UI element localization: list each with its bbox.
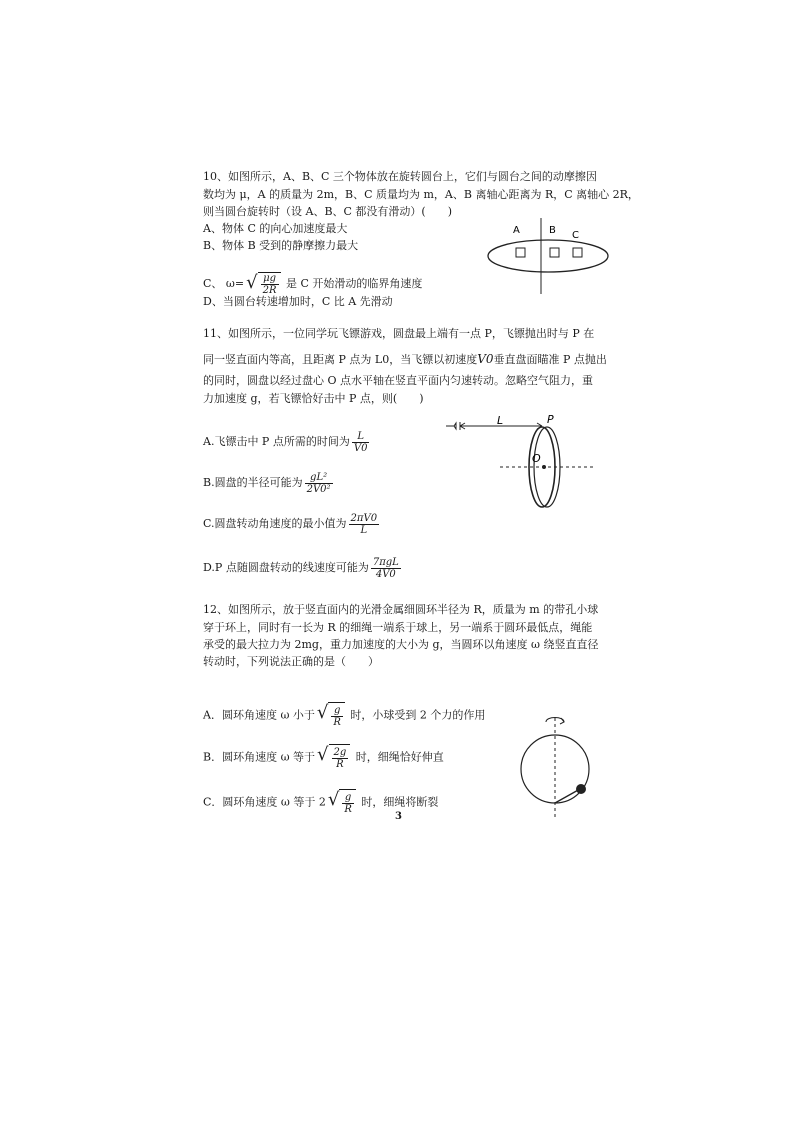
dart-disk-figure [444, 412, 596, 512]
label-c: C [572, 230, 579, 241]
q10-c-denominator: 2R [262, 285, 277, 296]
q11-d-numerator: 7πgL [372, 556, 399, 568]
q11-c-denominator: L [360, 524, 368, 536]
q11-line-3: 的同时，圆盘以经过盘心 O 点水平轴在竖直平面内匀速转动。忽略空气阻力，重 [203, 374, 594, 387]
q11-line-1: 11、如图所示，一位同学玩飞镖游戏，圆盘最上端有一点 P，飞镖抛出时与 P 在 [203, 327, 595, 340]
q12-line-2: 穿于环上，同时有一长为 R 的细绳一端系于球上，另一端系于圆环最低点，绳能 [203, 621, 593, 634]
label-l: L [497, 414, 504, 427]
q11-option-a [203, 429, 371, 455]
q12-option-a: A．圆环角速度 ω 小于 √ $\frac{g}{R}$ 时，小球受到 2 个力的作用 [203, 702, 486, 728]
q11-option-c [203, 511, 381, 537]
q11-v0: V0 [477, 352, 494, 366]
q11-a-numerator: L [352, 431, 370, 443]
q11-line-2 [203, 352, 607, 367]
label-o: O [532, 452, 541, 465]
q11-b-numerator: gL² [305, 472, 333, 484]
q11-option-a-prefix: A.飞镖击中 P 点所需的时间为 [203, 435, 350, 448]
q12-b-numerator: 2g [333, 746, 347, 758]
q10-option-c-prefix: C、 ω= [203, 277, 245, 290]
q11-line-2b: 垂直盘面瞄准 P 点抛出 [493, 353, 607, 366]
q12-option-c: C．圆环角速度 ω 等于 2 √ $\frac{g}{R}$ 时，细绳将断裂 [203, 789, 439, 815]
q11-a-denominator: V0 [353, 442, 368, 454]
q12-a-numerator: g [331, 705, 343, 717]
q11-b-denominator: 2V0² [306, 483, 331, 495]
q12-option-b-suffix: 时，细绳恰好伸直 [355, 750, 444, 764]
q11-option-c-prefix: C.圆盘转动角速度的最小值为 [203, 517, 347, 530]
q12-option-c-suffix: 时，细绳将断裂 [361, 795, 439, 809]
q11-option-d-prefix: D.P 点随圆盘转动的线速度可能为 [203, 561, 369, 574]
ring-ball-figure [516, 712, 596, 822]
q10-option-c-suffix: 是 C 开始滑动的临界角速度 [286, 277, 423, 290]
q10-option-b: B、物体 B 受到的静摩擦力最大 [203, 239, 359, 252]
q12-b-denominator: R [336, 758, 344, 770]
q10-option-d: D、当圆台转速增加时，C 比 A 先滑动 [203, 295, 393, 308]
q12-c-denominator: R [344, 803, 352, 815]
q12-line-1: 12、如图所示，放于竖直面内的光滑金属细圆环半径为 R，质量为 m 的带孔小球 [203, 603, 599, 616]
q12-line-4: 转动时，下列说法正确的是（ ） [203, 655, 379, 668]
label-b: B [549, 225, 556, 236]
q11-option-b [203, 470, 335, 496]
q12-line-3: 承受的最大拉力为 2mg，重力加速度的大小为 g，当圆环以角速度 ω 绕竖直直径 [203, 638, 599, 651]
q11-option-b-prefix: B.圆盘的半径可能为 [203, 476, 303, 489]
q10-line-2: 数均为 μ，A 的质量为 2m，B、C 质量均为 m，A、B 离轴心距离为 R，C 离轴心 2R， [203, 188, 639, 201]
q10-line-1: 10、如图所示，A、B、C 三个物体放在旋转圆台上，它们与圆台之间的动摩擦因 [203, 170, 597, 183]
q12-option-b: B．圆环角速度 ω 等于 √ $\frac{2g}{R}$ 时，细绳恰好伸直 [203, 744, 444, 770]
q11-line-4: 力加速度 g，若飞镖恰好击中 P 点，则( ) [203, 392, 424, 405]
q11-d-denominator: 4V0 [375, 568, 396, 580]
q10-option-c [203, 272, 422, 296]
q11-option-d [203, 555, 403, 581]
q12-c-numerator: g [342, 792, 354, 804]
label-a: A [513, 225, 520, 236]
page-number: 3 [395, 811, 402, 822]
rotating-table-figure [486, 218, 612, 294]
sqrt-formula: √ $\frac{\mu g}{2R}$ [246, 272, 280, 296]
q10-c-numerator: μg [261, 273, 279, 285]
q12-option-a-suffix: 时，小球受到 2 个力的作用 [350, 708, 486, 722]
q10-option-a: A、物体 C 的向心加速度最大 [203, 222, 348, 235]
q12-a-denominator: R [333, 716, 341, 728]
q11-c-numerator: 2πV0 [350, 512, 378, 524]
label-p: P [547, 413, 554, 426]
q12-option-a-prefix: A．圆环角速度 ω 小于 [203, 708, 315, 722]
q11-line-2a: 同一竖直面内等高，且距离 P 点为 L0，当飞镖以初速度 [203, 353, 478, 366]
q12-option-c-prefix: C．圆环角速度 ω 等于 2 [203, 795, 326, 809]
q10-line-3: 则当圆台旋转时（设 A、B、C 都没有滑动）( ) [203, 205, 453, 218]
q12-option-b-prefix: B．圆环角速度 ω 等于 [203, 750, 316, 764]
